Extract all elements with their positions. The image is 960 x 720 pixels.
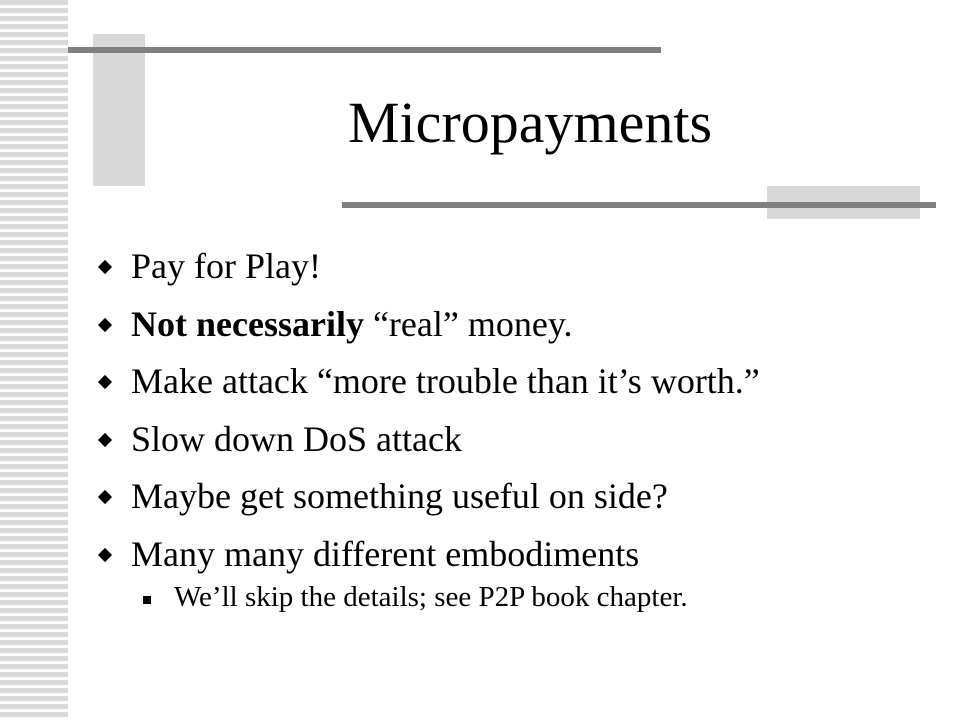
bullet-item (100, 468, 940, 526)
top-decorative-line (68, 47, 661, 53)
bullet-text: Make attack “more trouble than it’s worth.” (131, 361, 760, 401)
square-bullet-icon (143, 596, 151, 604)
bullet-list (100, 238, 940, 583)
diamond-bullet-icon (98, 260, 112, 274)
diamond-bullet-icon (98, 490, 112, 504)
bullet-text: Slow down DoS attack (131, 418, 462, 459)
bullet-item (100, 411, 940, 469)
diamond-bullet-icon (98, 375, 112, 389)
sub-bullet-text: We’ll skip the details; see P2P book chapter. (174, 581, 688, 613)
diamond-bullet-icon (98, 317, 112, 331)
bullet-item (100, 353, 940, 411)
bullet-bold-text: Not necessarily (131, 303, 364, 344)
left-striped-margin-decoration (0, 0, 68, 720)
bottom-decorative-line (342, 202, 936, 208)
top-decorative-block (93, 34, 145, 186)
bullet-text: Pay for Play! (131, 246, 321, 286)
bullet-text: Maybe get something useful on side? (131, 476, 668, 516)
diamond-bullet-icon (98, 547, 112, 561)
bullet-text (131, 296, 573, 354)
bullet-item (100, 238, 940, 296)
diamond-bullet-icon (98, 432, 112, 446)
bullet-text: Many many different embodiments (131, 533, 640, 574)
bullet-rest-text: “real” money. (363, 303, 573, 344)
slide-title: Micropayments (347, 90, 713, 155)
bullet-item (100, 296, 940, 354)
